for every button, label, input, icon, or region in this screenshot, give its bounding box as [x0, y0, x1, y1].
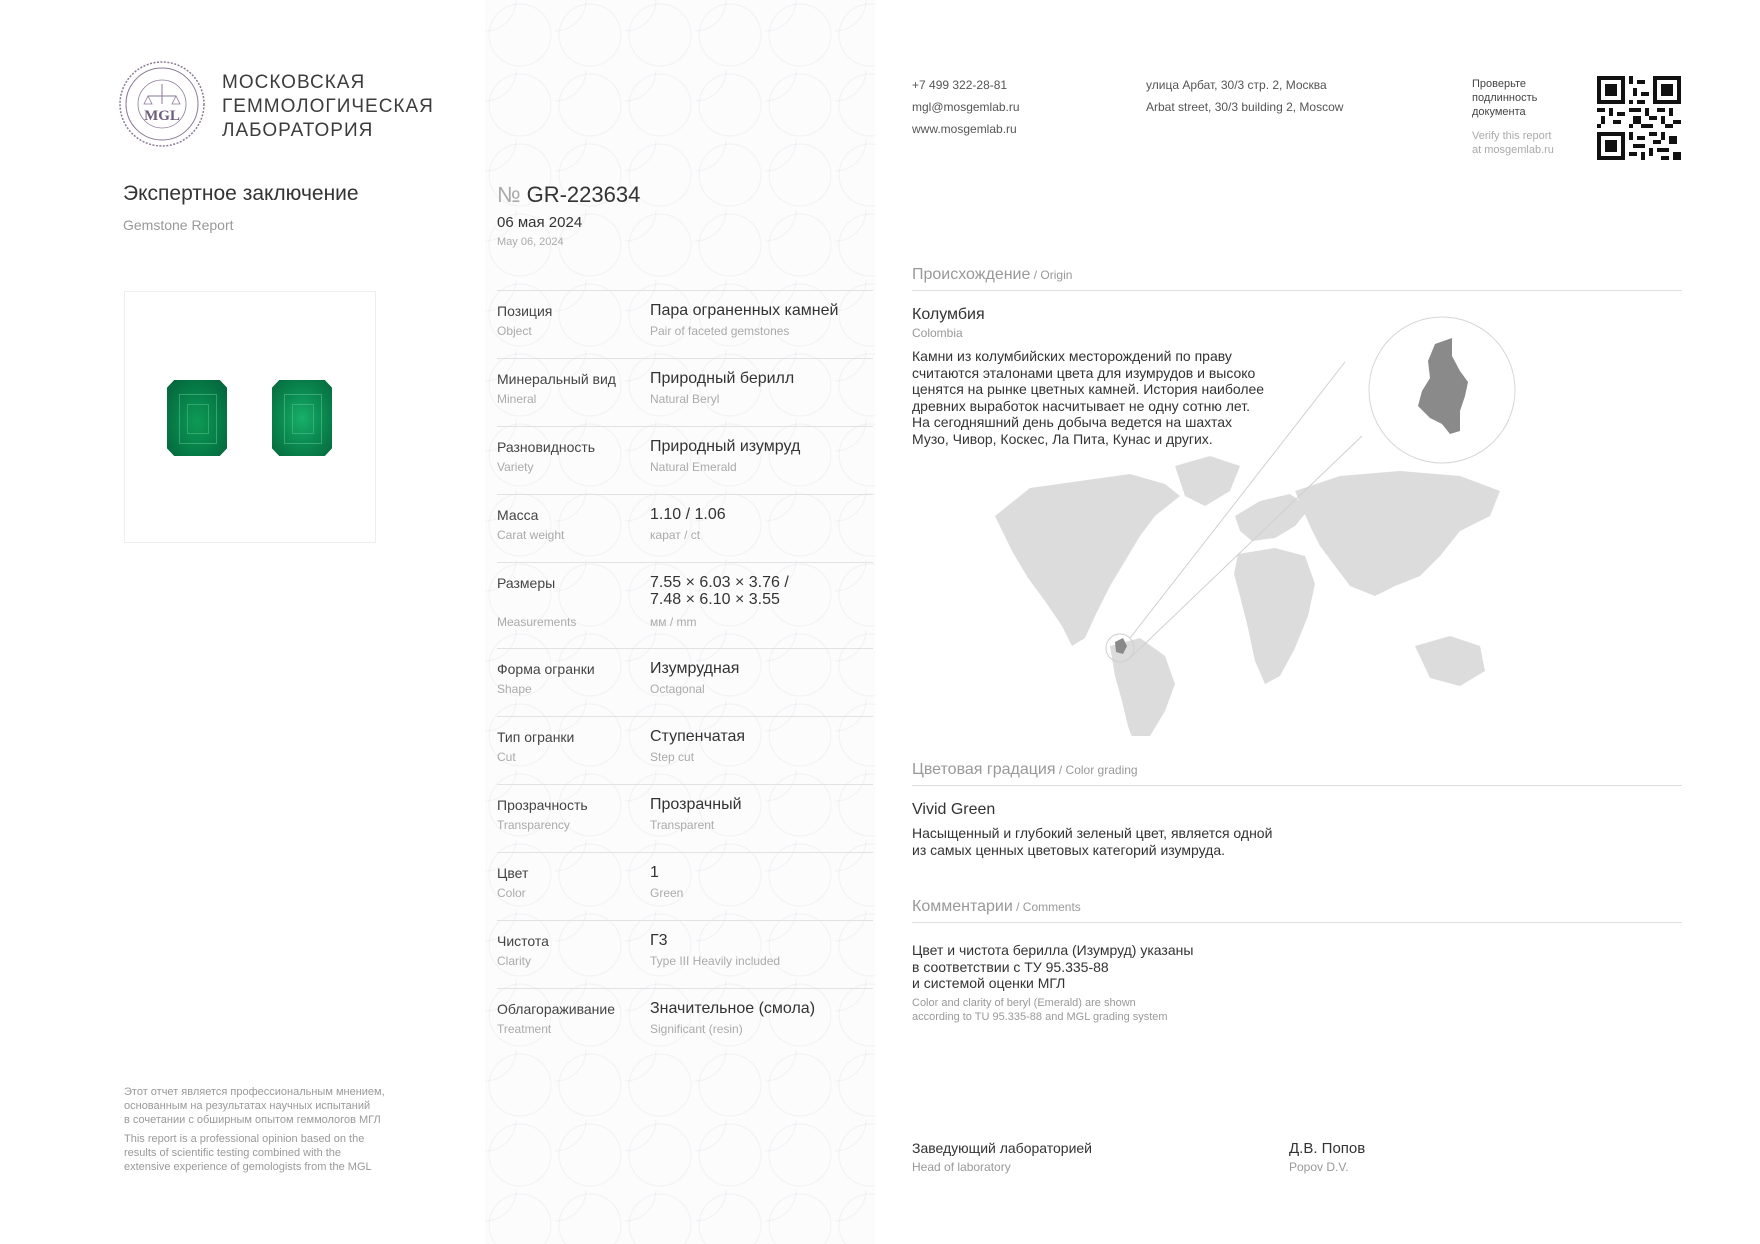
origin-country: Колумбия — [912, 306, 985, 323]
property-value: Значительное (смола) — [650, 1000, 816, 1017]
property-value-en: Green — [650, 886, 684, 900]
emerald-stone-2 — [272, 380, 332, 456]
property-value-en: Pair of faceted gemstones — [650, 324, 790, 338]
property-row-variety — [497, 426, 873, 495]
report-number-value: GR-223634 — [526, 182, 641, 207]
property-value-en: Significant (resin) — [650, 1022, 743, 1036]
disclaimer-line: в сочетании с обширным опытом геммологов МГЛ — [124, 1114, 381, 1126]
contact-website[interactable]: www.mosgemlab.ru — [912, 122, 1017, 136]
property-value-en: Octagonal — [650, 682, 705, 696]
color-grading-heading: Цветовая градация / Color grading — [912, 761, 1682, 786]
origin-heading-en: Origin — [1040, 268, 1073, 282]
verify-en-line-1: Verify this report — [1472, 130, 1552, 142]
logo-mgl-text: MGL — [144, 108, 180, 124]
property-label: Тип огранки — [497, 729, 575, 745]
comments-heading-en: Comments — [1022, 900, 1081, 914]
disclaimer-line: Этот отчет является профессиональным мнением, — [124, 1086, 385, 1098]
color-grade-value: Vivid Green — [912, 801, 996, 818]
property-label: Чистота — [497, 933, 549, 949]
property-label: Размеры — [497, 575, 556, 591]
origin-heading: Происхождение / Origin — [912, 266, 1682, 291]
property-value: Природный берилл — [650, 370, 795, 387]
origin-description-line: Камни из колумбийских месторождений по праву — [912, 348, 1232, 364]
property-label: Позиция — [497, 303, 553, 319]
property-label-en: Carat weight — [497, 528, 565, 542]
contact-block — [912, 74, 1020, 140]
property-row-mineral — [497, 358, 873, 427]
property-label: Облагораживание — [497, 1001, 615, 1017]
property-value-en: карат / ct — [650, 528, 701, 542]
origin-description-line: Музо, Чивор, Коскес, Ла Пита, Кунас и других. — [912, 430, 1213, 447]
origin-description-line: древних выработок насчитывает не одну сотню лет. — [912, 397, 1250, 414]
origin-country-en: Colombia — [912, 326, 963, 340]
color-grading-line: Насыщенный и глубокий зеленый цвет, является одной — [912, 825, 1273, 841]
disclaimer — [124, 1085, 385, 1174]
property-label-en: Color — [497, 886, 526, 900]
property-row-treatment — [497, 988, 873, 1057]
property-row-carat-weight — [497, 494, 873, 563]
comments-heading-ru: Комментарии — [912, 898, 1013, 915]
property-row-measurements — [497, 562, 873, 649]
property-value-en: Transparent — [650, 818, 715, 832]
address-block — [1146, 74, 1343, 118]
report-number — [497, 182, 640, 208]
property-value: 1.10 / 1.06 — [650, 506, 726, 523]
property-value: Прозрачный — [650, 796, 742, 813]
property-row-cut — [497, 716, 873, 785]
verify-line-1: Проверьте — [1472, 78, 1527, 90]
property-value-en: Natural Beryl — [650, 392, 720, 406]
property-label: Форма огранки — [497, 661, 595, 677]
property-row-clarity — [497, 920, 873, 989]
comments-text — [912, 942, 1193, 992]
signature-role: Заведующий лабораторией — [912, 1140, 1092, 1156]
property-label-en: Shape — [497, 682, 532, 696]
contact-email[interactable]: mgl@mosgemlab.ru — [912, 100, 1020, 114]
property-label-en: Measurements — [497, 615, 577, 629]
verify-en-line-2: at mosgemlab.ru — [1472, 144, 1554, 156]
world-map — [990, 316, 1550, 736]
property-value-en: Step cut — [650, 750, 695, 764]
property-value: Г3 — [650, 932, 668, 949]
disclaimer-en-line: extensive experience of gemologists from the MGL — [124, 1161, 372, 1173]
property-value-line-1: 7.55 × 6.03 × 3.76 / — [650, 574, 789, 591]
signature-name-en: Popov D.V. — [1289, 1160, 1349, 1174]
property-value: 1 — [650, 864, 659, 881]
property-row-color — [497, 852, 873, 921]
qr-code-icon[interactable] — [1597, 76, 1681, 160]
property-label-en: Cut — [497, 750, 516, 764]
report-date-en: May 06, 2024 — [497, 236, 564, 248]
comments-line: Цвет и чистота берилла (Изумруд) указаны — [912, 942, 1194, 958]
lab-logo — [118, 60, 206, 148]
property-label-en: Variety — [497, 460, 534, 474]
color-grading-heading-en: Color grading — [1065, 763, 1138, 777]
gemstone-photo — [124, 291, 376, 543]
property-label-en: Transparency — [497, 818, 570, 832]
lab-name-line-1: МОСКОВСКАЯ — [222, 72, 366, 93]
report-number-prefix: № — [497, 182, 521, 207]
origin-heading-ru: Происхождение — [912, 266, 1031, 283]
property-value: Природный изумруд — [650, 438, 801, 455]
property-label: Разновидность — [497, 439, 596, 455]
report-title-en: Gemstone Report — [123, 217, 234, 233]
comments-line: в соответствии с ТУ 95.335-88 — [912, 958, 1109, 975]
disclaimer-en-line: results of scientific testing combined with the — [124, 1147, 342, 1159]
property-label: Цвет — [497, 865, 529, 881]
lab-name-line-2: ГЕММОЛОГИЧЕСКАЯ — [222, 96, 434, 117]
property-row-object — [497, 290, 873, 359]
origin-description-line: считаются эталонами цвета для изумрудов и высоко — [912, 364, 1256, 381]
origin-description-line: На сегодняшний день добыча ведется на шахтах — [912, 414, 1232, 430]
lab-name-line-3: ЛАБОРАТОРИЯ — [222, 120, 374, 141]
property-value: Ступенчатая — [650, 728, 746, 745]
property-label-en: Object — [497, 324, 532, 338]
report-date: 06 мая 2024 — [497, 214, 583, 231]
comments-en-line: according to TU 95.335-88 and MGL grading system — [912, 1011, 1168, 1023]
property-value-en: мм / mm — [650, 615, 697, 629]
property-value-line-2: 7.48 × 6.10 × 3.55 — [650, 591, 780, 608]
property-row-transparency — [497, 784, 873, 853]
disclaimer-en-line: This report is a professional opinion based on the — [124, 1133, 365, 1145]
address-ru: улица Арбат, 30/3 стр. 2, Москва — [1146, 78, 1327, 92]
property-label: Прозрачность — [497, 797, 588, 813]
signature-name: Д.В. Попов — [1289, 1140, 1366, 1157]
property-label: Минеральный вид — [497, 371, 616, 387]
property-value-en: Natural Emerald — [650, 460, 737, 474]
property-label-en: Treatment — [497, 1022, 552, 1036]
color-grading-description — [912, 825, 1272, 858]
origin-description-line: ценятся на рынке цветных камней. История наиболее — [912, 381, 1265, 397]
property-label-en: Mineral — [497, 392, 537, 406]
property-value: Пара ограненных камней — [650, 302, 839, 319]
report-title: Экспертное заключение — [123, 182, 359, 205]
verify-line-2: подлинность — [1472, 92, 1538, 104]
property-row-shape — [497, 648, 873, 717]
map-continents — [995, 456, 1500, 736]
property-value-en: Type III Heavily included — [650, 954, 781, 968]
address-en: Arbat street, 30/3 building 2, Moscow — [1146, 100, 1344, 114]
comments-line: и системой оценки МГЛ — [912, 975, 1066, 991]
mgl-seal-icon — [118, 60, 206, 148]
disclaimer-line: основанным на результатах научных испытаний — [124, 1100, 371, 1112]
lab-name — [222, 71, 434, 143]
comments-text-en — [912, 996, 1168, 1024]
emerald-stone-1 — [167, 380, 227, 456]
color-grading-line: из самых ценных цветовых категорий изумруда. — [912, 841, 1226, 858]
verify-line-3: документа — [1472, 106, 1526, 118]
verify-block — [1472, 77, 1554, 157]
signature-role-en: Head of laboratory — [912, 1160, 1011, 1174]
contact-phone[interactable]: +7 499 322-28-81 — [912, 78, 1008, 92]
color-grading-heading-ru: Цветовая градация — [912, 761, 1056, 778]
property-label-en: Clarity — [497, 954, 532, 968]
property-value: Изумрудная — [650, 660, 740, 677]
comments-en-line: Color and clarity of beryl (Emerald) are shown — [912, 997, 1136, 1009]
property-label: Масса — [497, 507, 539, 523]
comments-heading: Комментарии / Comments — [912, 898, 1682, 923]
